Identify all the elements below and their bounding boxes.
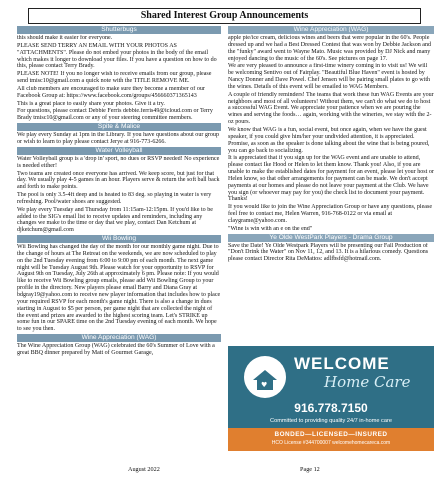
wine-appreciation-paragraph: A couple of friendly reminders! The teams that work these fun WAG Events are your neighbors and most of all volunteers! Without them, we can't do what we do to host a successful WAG Event. We appreciate your patience when we are pouring the wines and serving the foods… again, working with the wineries, we stay with the 2-oz pours. [228,91,434,126]
section-header-shutterbugs: Shutterbugs [17,26,221,34]
water-volleyball-paragraph: Water Volleyball group is a 'drop in' sport, no dues or RSVP needed! No experience is needed either! [17,155,220,169]
ad-title-welcome: WELCOME [294,354,390,373]
section-header-wine-appreciation: Wine Appreciation (WAG) [17,334,221,342]
shutterbugs-paragraph: PLEASE NOTE! If you no longer wish to receive emails from our group, please send tmisc10@gmail.com a quick note with the TITLE REMOVE ME. [17,71,212,85]
shutterbugs-paragraph: this should make it easier for everyone. [17,35,113,41]
wii-bowling-paragraph: Wii Bowling has changed the day of the month for our monthly game night. Due to the change of hours at The Retreat on the weekends, we are now scheduled to play on the 2nd Tuesday evening from 6:00 to 9:00 pm of each month. The next game night will be Tuesday August 9th. Please watch for your opportunity to RSVP for August 9th on Tuesday, July 26th at approximately 6 pm. Please note: If you would like to receive Wii Bowling group emails, please add Wii Bowling Group to your profile in the directory. New players please email Barry and Diana Gray at bdgray19@yahoo.com to receive new player information that includes how to place your required RSVP for each month's game night. There is also a change in dues starting in August to $5 per person, per game night that are collected the night of the event and prizes are awarded to the highest scoring team. Let's STRIKE up some fun in our SPARE time on the 2nd Tuesday evening of each month. We hope to see you then. [17,244,221,333]
shutterbugs-paragraph: This is a great place to easily share your photos. Give it a try. [17,100,165,107]
welcome-home-care-ad [228,346,434,451]
wine-appreciation-quote: "Wine is win with an e on the end" [228,225,313,232]
wine-appreciation-paragraph: We know that WAG is a fun, social event, but once again, when we have the guest speaker, if you could give him/her your undivided attention, it is appreciated. Promise, as soon as the speaker is done talking about the wine that is being poured, you can go back to socializing. [228,126,430,154]
water-volleyball-paragraph: Two teams are created once everyone has arrived. We keep score, but just for that day. We usually play 4-5 games in an hour. Players serve & return the soft ball back and forth to make points. [17,170,220,191]
house-heart-icon: ♥ [244,356,286,398]
page-title: Shared Interest Group Announcements [28,8,421,24]
section-header-wine-appreciation-cont: Wine Appreciation (WAG) [228,26,434,34]
footer-date: August 2022 [128,466,160,473]
wine-appreciation-paragraph: If you would like to join the Wine Appreciation Group or have any questions, please feel free to contact me, Helen Warren, 916-768-0122 or via email at claygrame@yahoo.com. [228,204,433,224]
ad-strip-license: HCO License #344700007 welcomehomecareca.com [271,440,391,446]
water-volleyball-paragraph: We play every Tuesday and Thursday from 11:15am-12:15pm. If you'd like to be added to the SIG's email list to receive updates and reminders, including any changes we make to the time or day that we play, contact Dan Ketchum at djketchum@gmail.com [17,206,213,234]
shutterbugs-paragraph: PLEASE SEND TERRY AN EMAIL WITH YOUR PHOTOS AS "ATTACHMENTS". Please do not embed your photos in the body of the email which makes it longer to download your files. If you have a question on how to do this, please contact Terry Brady. [17,42,217,70]
drama-group-paragraph: Save the Date! Ye Olde Westpark Players will be presenting our Fall Production of "Don't Drink the Water" on Nov 11, 12, and 13. It is a hilarious comedy. Questions please contact Director Rita DeMattos: adlfbsfd@hotmail.com. [228,242,429,263]
ad-tagline: Committed to providing quality 24/7 in-home care [270,418,392,424]
section-header-water-volleyball: Water Volleyball [17,147,221,155]
shutterbugs-paragraph: For questions, please contact Debbie Ferris debbie.ferris49@icloud.com or Terry Brady tmisc10@gmail.com or any of your steering committee members. [17,108,213,122]
section-header-spite-malice: Spite & Malice [17,123,221,131]
ad-phone: 916.778.7150 [294,401,368,415]
shutterbugs-paragraph: All club members are encouraged to make sure they become a member of our Facebook Group at: https://www.facebook.com/groups/456660371365143 [17,85,205,99]
section-header-drama-group: Ye Olde WestPark Players - Drama Group [228,234,434,242]
right-column [228,26,434,264]
footer-page-number: Page 12 [300,466,320,473]
ad-license-strip [228,428,434,451]
wine-appreciation-paragraph: apple pie/ice cream, delicious wines and beers that were popular in the 60's. People dressed up and we had a Best Dressed Contest that was won by Debbie Jackson and the "funky" award went to Wayne Mato. Music was provided by DJ Nick and many enjoyed dancing to the music of the 60's. See pictures on page 17. [228,35,432,62]
left-column [17,26,221,358]
section-header-wii-bowling: Wii Bowling [17,235,221,243]
spite-malice-paragraph: We play every Sunday at 1pm in the Library. If you have questions about our group or wish to learn to play please contact Jerye at 916-773-6266. [17,132,219,145]
water-volleyball-paragraph: The pool is only 3.5-4ft deep and is heated to 83 deg. so playing in water is very refreshing. Pool/water shoes are suggested. [17,192,212,205]
wine-appreciation-paragraph: It is appreciated that if you sign up for the WAG event and are unable to attend, please contact Ike Hood or Helen to let them know. Thank you! Also, if you are unable to make the established dates for payment for an event, please let your host or Helen know, so that other arrangements for payment can be made. We don't accept payments at our homes and please do not leave your payment at the Club. We have you sign (or whoever may pay for you) the check list to document your payment. Thanks! [228,155,434,203]
ad-title-home-care: Home Care [324,373,411,391]
ad-strip-bonded: BONDED—LICENSED—INSURED [274,431,388,438]
wine-appreciation-paragraph: The Wine Appreciation Group (WAG) celebrated the 60's Summer of Love with a great BBQ dinner prepared by Matt of Gourmet Garage, [17,343,215,356]
wine-appreciation-paragraph: We are very pleased to announce a first-time winery coming in to visit us! We will be welcoming Sentivo out of Fairplay. "Beautiful Blue Haven" event is hosted by Nancy Donner and Dave Powel. Chef Jensen will be pairing small plates to go with the wines. Details of this event will be emailed to WAG Members. [228,63,431,90]
